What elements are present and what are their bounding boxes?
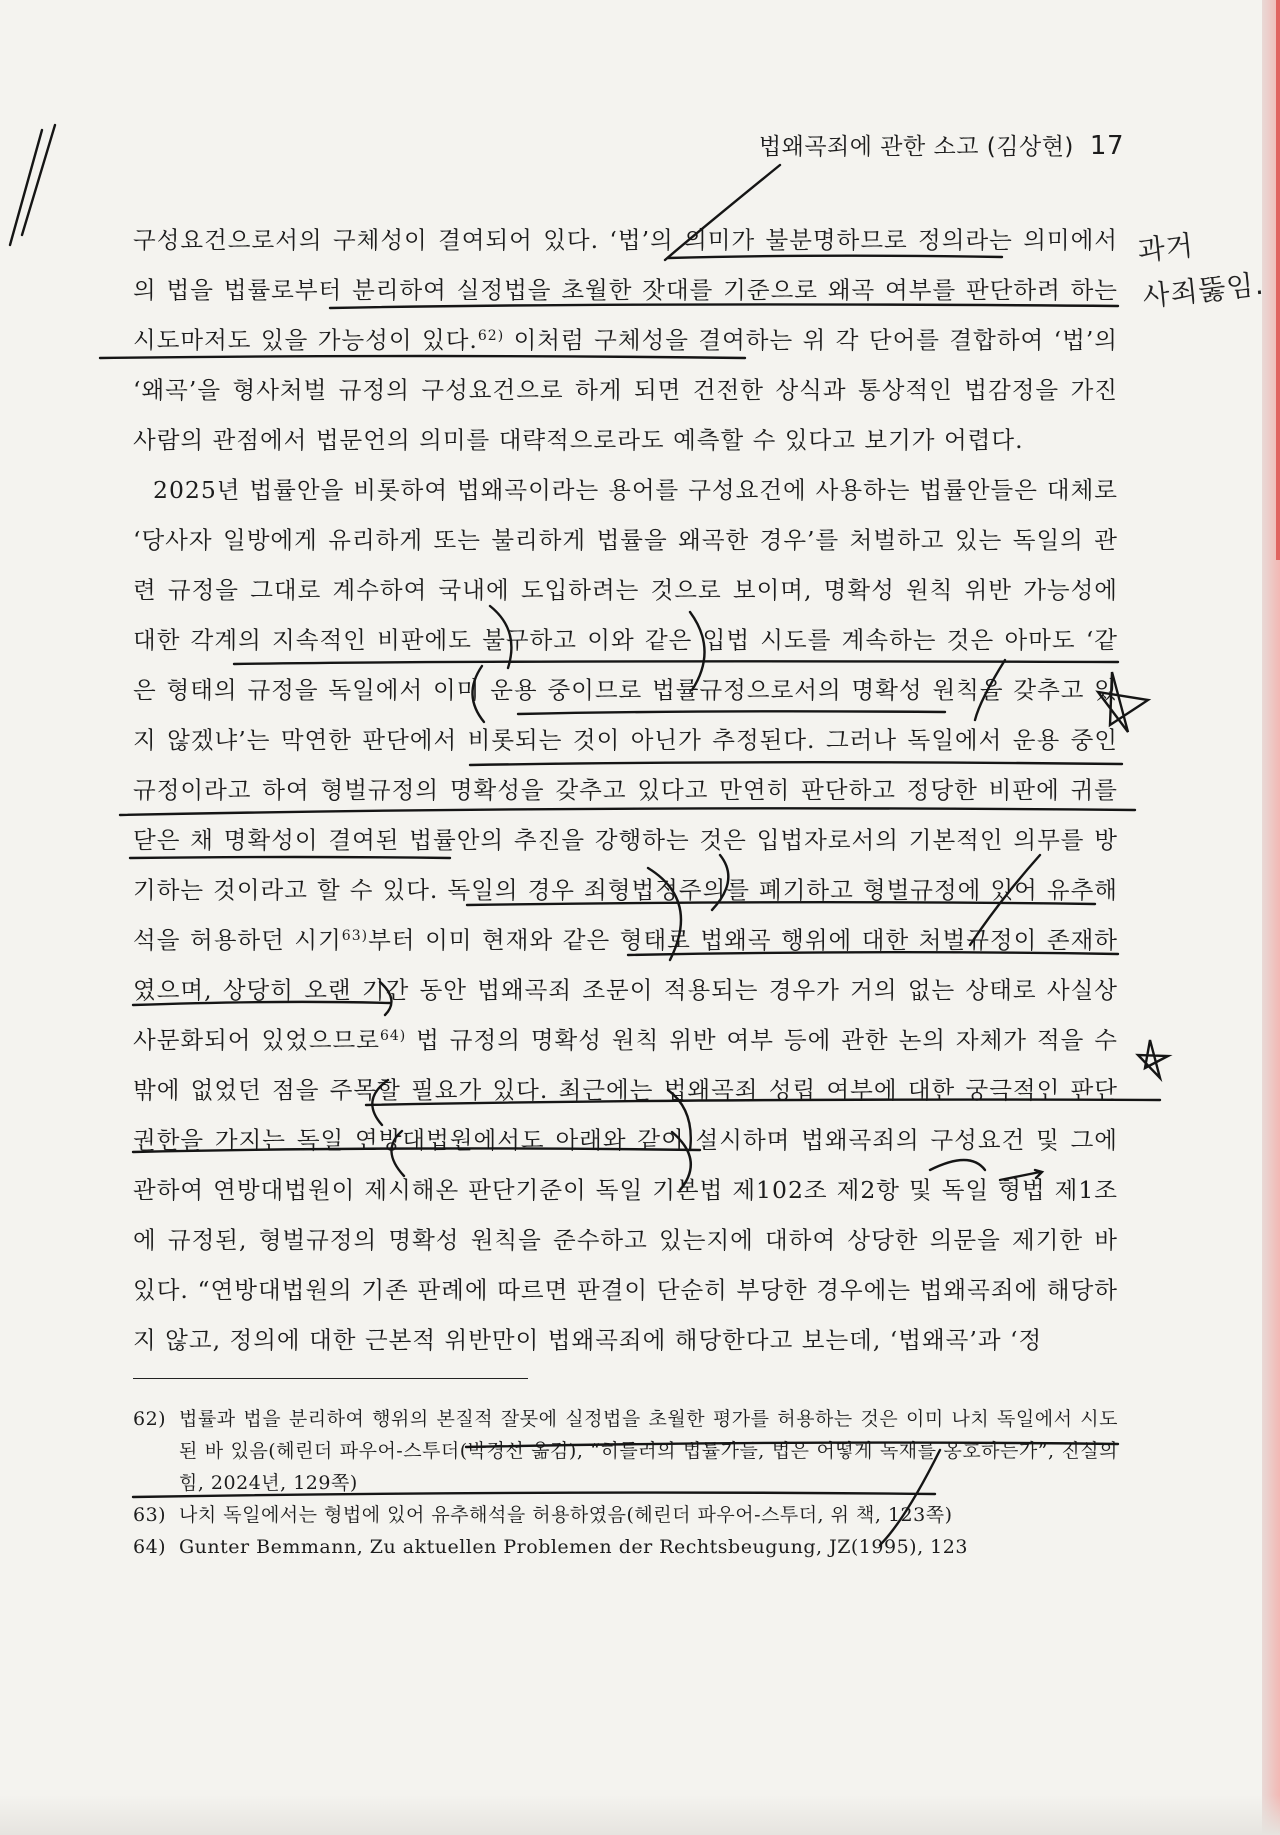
footnote-label: 62): [133, 1408, 167, 1430]
scan-corner-mark: [10, 125, 55, 245]
body-text: [133, 215, 1118, 1365]
footnote-text: 나치 독일에서는 형법에 있어 유추해석을 허용하였음(헤린더 파우어-스투더, 위 책, 123쪽): [179, 1504, 953, 1526]
page-edge-red-tab: [1276, 0, 1280, 560]
footnote-divider: [133, 1378, 528, 1379]
paragraph-2-cont: 부터 이미 현재와 같은 형태로 법왜곡 행위에 대한 처벌규정이 존재하였으며, 상당히 오랜 기간 동안 법왜곡죄 조문이 적용되는 경우가 거의 없는 상태로 사실상 사문화되어 있었으므로: [133, 926, 1118, 1054]
running-header: [759, 128, 1124, 161]
paragraph-1-cont: 이처럼 구체성을 결여하는 위 각 단어를 결합하여 ‘법’의 ‘왜곡’을 형사처벌 규정의 구성요건으로 하게 되면 건전한 상식과 통상적인 법감정을 가진 사람의 관점에서 법문언의 의미를 대략적으로라도 예측할 수 있다고 보기가 어렵다.: [133, 326, 1118, 454]
paragraph-2: [133, 465, 1118, 1365]
margin-note-line1: 과거: [1136, 228, 1196, 268]
footnote-text: Gunter Bemmann, Zu aktuellen Problemen der Rechtsbeugung, JZ(1995), 123: [179, 1536, 968, 1558]
footnote-ref-62: 62): [477, 328, 505, 344]
footnote-63: [133, 1499, 1118, 1531]
margin-note-line2: 사죄뚫임.: [1140, 267, 1266, 314]
star-2: [1138, 1040, 1168, 1078]
page-fold-shadow: [0, 1795, 1280, 1835]
running-title: 법왜곡죄에 관한 소고 (김상현): [758, 134, 1074, 160]
footnote-64: [133, 1531, 1118, 1563]
paragraph-1-text: 구성요건으로서의 구체성이 결여되어 있다. ‘법’의 의미가 불분명하므로 정의라는 의미에서의 법을 법률로부터 분리하여 실정법을 초월한 잣대를 기준으로 왜곡 여부를 판단하려 하는 시도마저도 있을 가능성이 있다.: [133, 226, 1118, 354]
footnote-label: 64): [133, 1536, 167, 1558]
handwritten-margin-note: [1136, 216, 1267, 320]
page-number: 17: [1089, 131, 1124, 161]
footnote-ref-64: 64): [379, 1028, 407, 1044]
footnote-text: 법률과 법을 분리하여 행위의 본질적 잘못에 실정법을 초월한 평가를 허용하는 것은 이미 나치 독일에서 시도된 바 있음(헤린더 파우어-스투더(박경선 옮김), “히틀러의 법률가들, 법은 어떻게 독재를 옹호하는가”, 진실의 힘, 2024년, 129쪽): [179, 1408, 1118, 1494]
paragraph-2-text: 2025년 법률안을 비롯하여 법왜곡이라는 용어를 구성요건에 사용하는 법률안들은 대체로 ‘당사자 일방에게 유리하게 또는 불리하게 법률을 왜곡한 경우’를 처벌하고 있는 독일의 관련 규정을 그대로 계수하여 국내에 도입하려는 것으로 보이며, 명확성 원칙 위반 가능성에 대한 각계의 지속적인 비판에도 불구하고 이와 같은 입법 시도를 계속하는 것은 아마도 ‘같은 형태의 규정을 독일에서 이미 운용 중이므로 법률규정으로서의 명확성 원칙을 갖추고 있지 않겠냐’는 막연한 판단에서 비롯되는 것이 아닌가 추정된다. 그러나 독일에서 운용 중인 규정이라고 하여 형벌규정의 명확성을 갖추고 있다고 만연히 판단하고 정당한 비판에 귀를 닫은 채 명확성이 결여된 법률안의 추진을 강행하는 것은 입법자로서의 기본적인 의무를 방기하는 것이라고 할 수 있다. 독일의 경우 죄형법정주의를 폐기하고 형벌규정에 있어 유추해석을 허용하던 시기: [133, 476, 1118, 954]
footnote-label: 63): [133, 1504, 167, 1526]
paragraph-1: [133, 215, 1118, 465]
footnote-62: [133, 1403, 1118, 1499]
footnotes: [133, 1403, 1118, 1563]
paragraph-2-end: 법 규정의 명확성 원칙 위반 여부 등에 관한 논의 자체가 적을 수밖에 없었던 점을 주목할 필요가 있다. 최근에는 법왜곡죄 성립 여부에 대한 궁극적인 판단 권한을 가지는 독일 연방대법원에서도 아래와 같이 설시하며 법왜곡죄의 구성요건 및 그에 관하여 연방대법원이 제시해온 판단기준이 독일 기본법 제102조 제2항 및 독일 형법 제1조에 규정된, 형벌규정의 명확성 원칙을 준수하고 있는지에 대하여 상당한 의문을 제기한 바 있다. “연방대법원의 기존 판례에 따르면 판결이 단순히 부당한 경우에는 법왜곡죄에 해당하지 않고, 정의에 대한 근본적 위반만이 법왜곡죄에 해당한다고 보는데, ‘법왜곡’과 ‘정: [133, 1026, 1118, 1354]
footnote-ref-63: 63): [341, 928, 369, 944]
